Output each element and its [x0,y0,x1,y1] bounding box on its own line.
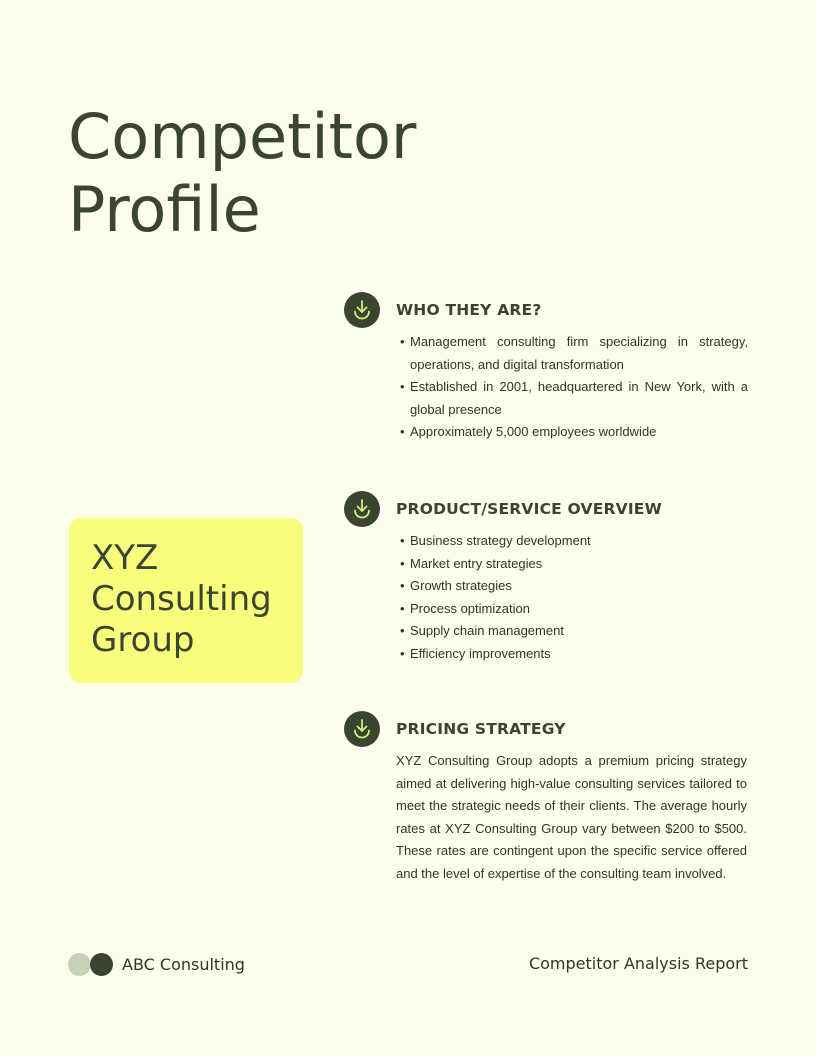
list-item: • Established in 2001, headquartered in New York, with a global presence [396,376,748,421]
footer-brand-name: ABC Consulting [122,954,245,974]
section-pricing-strategy [344,711,748,911]
company-name-line-2: Consulting [91,579,272,619]
brand-dot-dark-icon [90,953,113,976]
company-name [91,538,303,661]
page-title-line-1: Competitor [68,100,417,173]
page-title [68,100,416,246]
section-heading: WHO THEY ARE? [396,301,542,319]
list-item: • Process optimization [396,598,748,621]
section-heading: PRICING STRATEGY [396,720,566,738]
list-item: • Management consulting firm specializing in strategy, operations, and digital transformation [396,331,748,376]
footer-brand-block [68,952,245,976]
list-item: • Growth strategies [396,575,748,598]
list-item: • Supply chain management [396,620,748,643]
brand-dot-light-icon [68,953,91,976]
section-body [396,750,747,885]
list-item: • Business strategy development [396,530,748,553]
section-who-they-are [344,292,748,452]
section-body [396,331,748,444]
list-item: • Efficiency improvements [396,643,748,666]
company-name-line-1: XYZ [91,538,159,578]
download-arrow-icon [344,292,380,328]
company-name-card [69,518,303,683]
list-item: • Market entry strategies [396,553,748,576]
download-arrow-icon [344,491,380,527]
list-item: • Approximately 5,000 employees worldwide [396,421,748,444]
company-name-line-3: Group [91,620,195,660]
page-title-line-2: Profile [68,173,261,246]
section-body [396,530,748,665]
footer-report-title: Competitor Analysis Report [528,954,748,973]
download-arrow-icon [344,711,380,747]
pricing-paragraph: XYZ Consulting Group adopts a premium pricing strategy aimed at delivering high-value consulting services tailored to meet the strategic needs of their clients. The average hourly rates at XYZ Consulting Group vary between $200 to $500. These rates are contingent upon the specific service offered and the level of expertise of the consulting team involved. [396,753,747,881]
section-product-service-overview [344,491,748,671]
section-heading: PRODUCT/SERVICE OVERVIEW [396,500,662,518]
bullet-list [396,530,748,665]
bullet-list [396,331,748,444]
